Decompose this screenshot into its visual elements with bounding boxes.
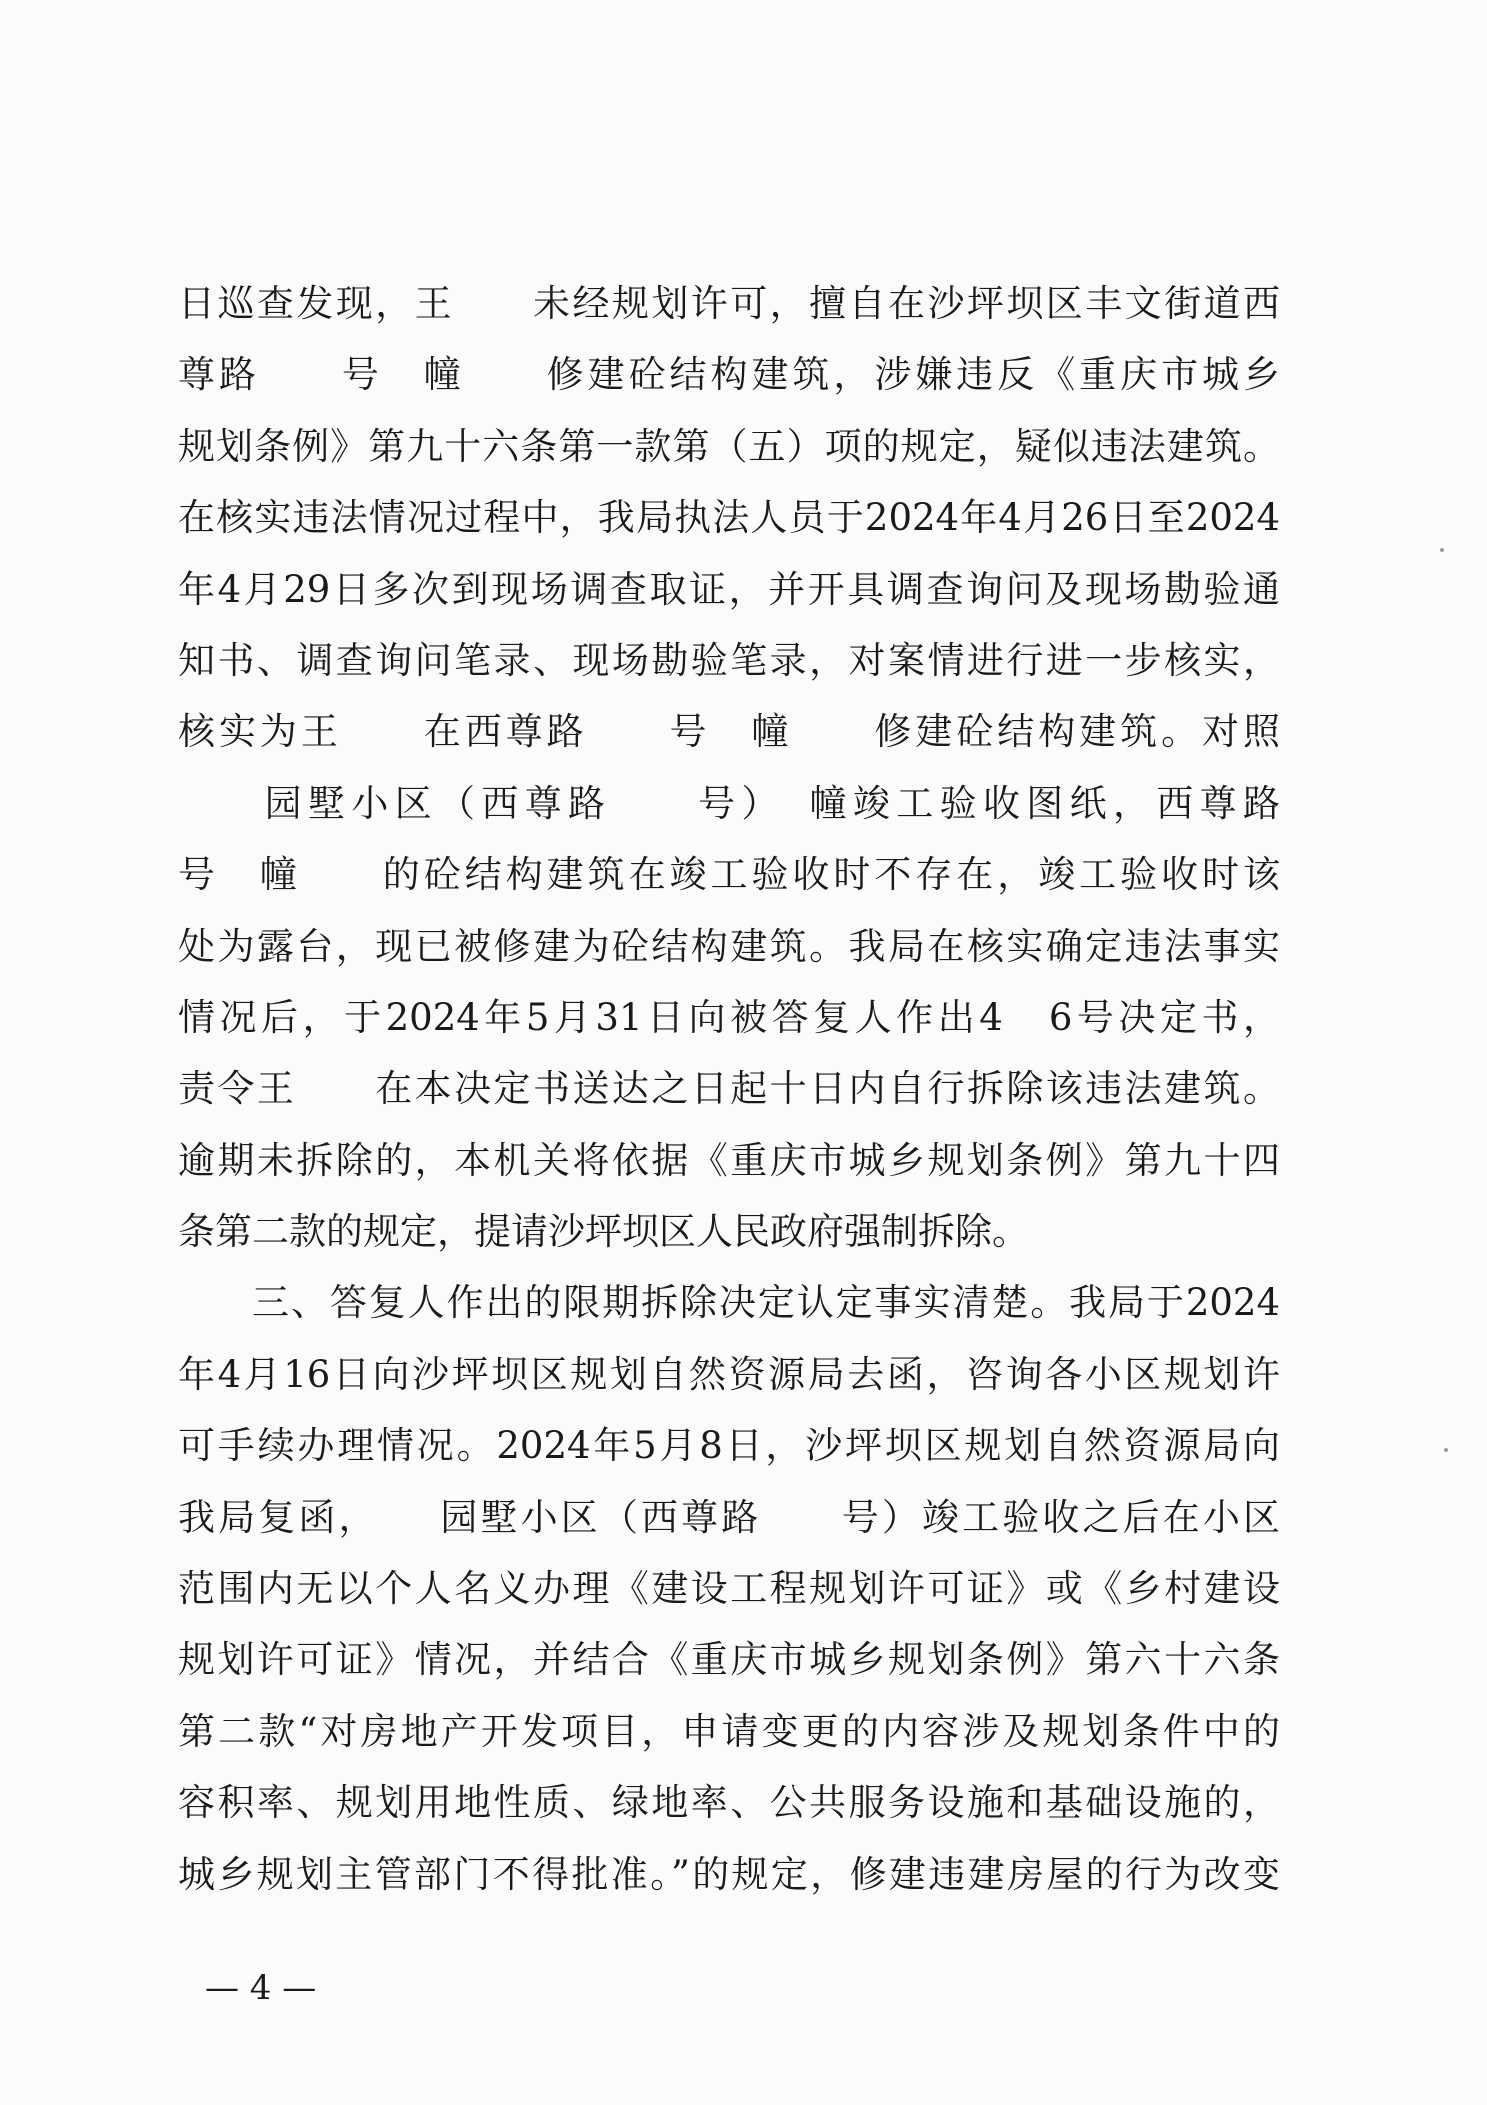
text-line: 尊路 号 幢 修建砼结构建筑，涉嫌违反《重庆市城乡 bbox=[178, 353, 1280, 397]
text-line: 规划许可证》情况，并结合《重庆市城乡规划条例》第六十六条 bbox=[178, 1638, 1280, 1682]
text-line: 容积率、规划用地性质、绿地率、公共服务设施和基础设施的， bbox=[178, 1781, 1280, 1825]
text-line: 第二款“对房地产开发项目，申请变更的内容涉及规划条件中的 bbox=[178, 1709, 1280, 1753]
text-line: 日巡查发现，王 未经规划许可，擅自在沙坪坝区丰文街道西 bbox=[178, 282, 1280, 325]
text-line: 可手续办理情况。2024年5月8日，沙坪坝区规划自然资源局向 bbox=[178, 1424, 1280, 1468]
paragraph-start-line: 三、答复人作出的限期拆除决定认定事实清楚。我局于2024 bbox=[252, 1281, 1280, 1325]
text-line: 我局复函， 园墅小区（西尊路 号）竣工验收之后在小区 bbox=[178, 1495, 1280, 1539]
text-line: 城乡规划主管部门不得批准。”的规定，修建违建房屋的行为改变 bbox=[178, 1852, 1280, 1896]
text-line: 条第二款的规定，提请沙坪坝区人民政府强制拆除。 bbox=[178, 1210, 1029, 1254]
text-line: 情况后，于2024年5月31日向被答复人作出4 6号决定书， bbox=[178, 995, 1280, 1039]
text-line: 范围内无以个人名义办理《建设工程规划许可证》或《乡村建设 bbox=[178, 1567, 1280, 1611]
scan-speck bbox=[1444, 1448, 1448, 1452]
document-body bbox=[178, 268, 1354, 1910]
text-line: 知书、调查询问笔录、现场勘验笔录，对案情进行进一步核实， bbox=[178, 638, 1280, 682]
page-number: — 4 — bbox=[205, 1968, 317, 2008]
text-line: 核实为王 在西尊路 号 幢 修建砼结构建筑。对照 bbox=[178, 710, 1280, 754]
text-line: 园墅小区（西尊路 号） 幢竣工验收图纸，西尊路 bbox=[178, 781, 1354, 825]
text-line: 逾期未拆除的，本机关将依据《重庆市城乡规划条例》第九十四 bbox=[178, 1138, 1280, 1182]
scan-speck bbox=[1440, 548, 1444, 552]
text-line: 在核实违法情况过程中，我局执法人员于2024年4月26日至2024 bbox=[178, 496, 1280, 540]
text-line: 年4月16日向沙坪坝区规划自然资源局去函，咨询各小区规划许 bbox=[178, 1352, 1280, 1396]
text-line: 规划条例》第九十六条第一款第（五）项的规定，疑似违法建筑。 bbox=[178, 424, 1280, 468]
text-line: 年4月29日多次到现场调查取证，并开具调查询问及现场勘验通 bbox=[178, 567, 1280, 611]
text-line: 处为露台，现已被修建为砼结构建筑。我局在核实确定违法事实 bbox=[178, 924, 1280, 968]
text-line: 号 幢 的砼结构建筑在竣工验收时不存在，竣工验收时该 bbox=[178, 853, 1280, 897]
text-line: 责令王 在本决定书送达之日起十日内自行拆除该违法建筑。 bbox=[178, 1067, 1280, 1111]
